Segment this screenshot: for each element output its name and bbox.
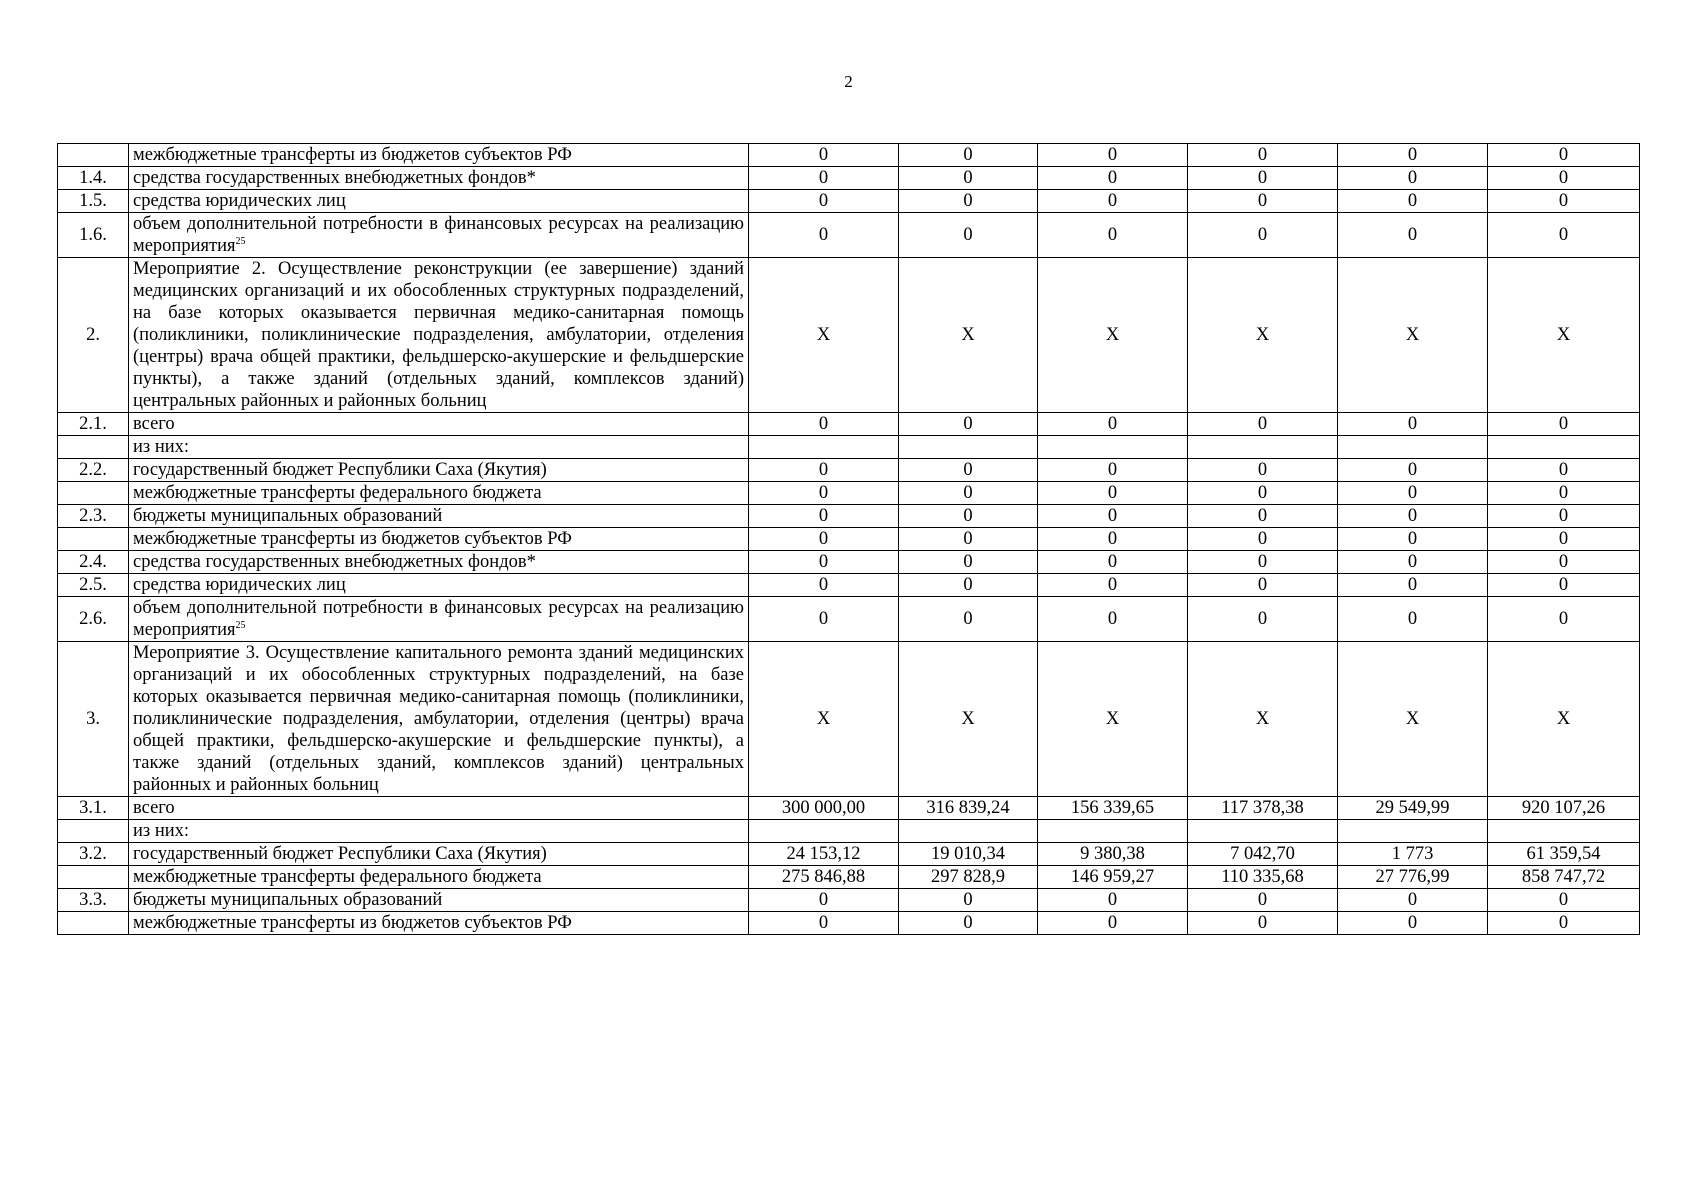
row-description bbox=[129, 528, 749, 551]
row-number bbox=[58, 866, 129, 889]
value-cell: 0 bbox=[1338, 912, 1488, 935]
value-cell: 0 bbox=[1338, 505, 1488, 528]
row-description bbox=[129, 574, 749, 597]
row-description bbox=[129, 866, 749, 889]
table-row bbox=[58, 436, 1640, 459]
value-cell: 0 bbox=[749, 190, 899, 213]
value-cell bbox=[1038, 436, 1188, 459]
table-row bbox=[58, 912, 1640, 935]
value-cell: 0 bbox=[1188, 413, 1338, 436]
value-cell bbox=[1338, 436, 1488, 459]
financing-table bbox=[57, 143, 1640, 935]
value-cell bbox=[749, 820, 899, 843]
value-cell bbox=[749, 436, 899, 459]
row-number bbox=[58, 482, 129, 505]
value-cell: Х bbox=[1188, 642, 1338, 797]
value-cell: Х bbox=[899, 642, 1038, 797]
row-description bbox=[129, 889, 749, 912]
value-cell: 61 359,54 bbox=[1488, 843, 1640, 866]
value-cell: 316 839,24 bbox=[899, 797, 1038, 820]
value-cell: 0 bbox=[1488, 912, 1640, 935]
value-cell: 0 bbox=[1488, 551, 1640, 574]
value-cell: 0 bbox=[749, 551, 899, 574]
value-cell: 0 bbox=[1188, 912, 1338, 935]
value-cell: 0 bbox=[1338, 597, 1488, 642]
value-cell: 0 bbox=[1338, 551, 1488, 574]
value-cell: 920 107,26 bbox=[1488, 797, 1640, 820]
table-row bbox=[58, 820, 1640, 843]
row-number: 1.4. bbox=[58, 167, 129, 190]
value-cell: 0 bbox=[1038, 144, 1188, 167]
value-cell: 0 bbox=[1488, 597, 1640, 642]
table-row bbox=[58, 843, 1640, 866]
value-cell: 0 bbox=[749, 528, 899, 551]
row-description bbox=[129, 459, 749, 482]
value-cell: 0 bbox=[1488, 574, 1640, 597]
value-cell: 0 bbox=[749, 213, 899, 258]
value-cell: 0 bbox=[1188, 889, 1338, 912]
value-cell: 0 bbox=[1038, 528, 1188, 551]
row-number bbox=[58, 436, 129, 459]
table-row bbox=[58, 167, 1640, 190]
table-row bbox=[58, 144, 1640, 167]
value-cell: 0 bbox=[1188, 505, 1338, 528]
value-cell: 297 828,9 bbox=[899, 866, 1038, 889]
row-description-text: объем дополнительной потребности в финансовых ресурсах на реализацию мероприятия bbox=[133, 214, 744, 256]
value-cell: 0 bbox=[1188, 574, 1338, 597]
value-cell: 0 bbox=[749, 413, 899, 436]
row-description bbox=[129, 597, 749, 642]
row-description-text: бюджеты муниципальных образований bbox=[133, 506, 443, 526]
row-description-text: средства государственных внебюджетных фондов* bbox=[133, 552, 536, 572]
row-description bbox=[129, 258, 749, 413]
value-cell: 0 bbox=[1338, 144, 1488, 167]
value-cell: 0 bbox=[1038, 574, 1188, 597]
value-cell: 0 bbox=[1038, 597, 1188, 642]
value-cell bbox=[1338, 820, 1488, 843]
value-cell: 0 bbox=[899, 190, 1038, 213]
value-cell: 275 846,88 bbox=[749, 866, 899, 889]
value-cell: 27 776,99 bbox=[1338, 866, 1488, 889]
page-number: 2 bbox=[844, 72, 853, 91]
value-cell: 0 bbox=[1188, 144, 1338, 167]
value-cell: 0 bbox=[1338, 574, 1488, 597]
row-description-text: средства юридических лиц bbox=[133, 191, 346, 211]
value-cell: 0 bbox=[749, 889, 899, 912]
row-description bbox=[129, 843, 749, 866]
row-number: 2.3. bbox=[58, 505, 129, 528]
table-row bbox=[58, 459, 1640, 482]
value-cell: 0 bbox=[899, 551, 1038, 574]
value-cell: 0 bbox=[1338, 190, 1488, 213]
row-description-text: межбюджетные трансферты из бюджетов субъектов РФ bbox=[133, 529, 572, 549]
table-row bbox=[58, 597, 1640, 642]
table-row bbox=[58, 258, 1640, 413]
table-row bbox=[58, 574, 1640, 597]
value-cell: 0 bbox=[899, 144, 1038, 167]
value-cell: 156 339,65 bbox=[1038, 797, 1188, 820]
value-cell: 0 bbox=[1038, 167, 1188, 190]
value-cell: 0 bbox=[899, 482, 1038, 505]
value-cell: 0 bbox=[1338, 482, 1488, 505]
table-body bbox=[58, 144, 1640, 935]
row-description-text: межбюджетные трансферты федерального бюджета bbox=[133, 867, 542, 887]
row-description-text: средства юридических лиц bbox=[133, 575, 346, 595]
value-cell: 0 bbox=[899, 213, 1038, 258]
row-number: 3.2. bbox=[58, 843, 129, 866]
value-cell: 0 bbox=[1038, 889, 1188, 912]
value-cell: 0 bbox=[1488, 459, 1640, 482]
value-cell: 0 bbox=[899, 889, 1038, 912]
value-cell: 0 bbox=[1338, 167, 1488, 190]
value-cell: Х bbox=[1038, 642, 1188, 797]
value-cell: 0 bbox=[1488, 190, 1640, 213]
value-cell: 0 bbox=[1038, 912, 1188, 935]
value-cell: 1 773 bbox=[1338, 843, 1488, 866]
row-number bbox=[58, 820, 129, 843]
table-row bbox=[58, 190, 1640, 213]
value-cell: 0 bbox=[1338, 459, 1488, 482]
table-row bbox=[58, 889, 1640, 912]
footnote-reference: 25 bbox=[235, 235, 246, 247]
value-cell: 0 bbox=[749, 597, 899, 642]
row-description bbox=[129, 413, 749, 436]
row-number: 3.3. bbox=[58, 889, 129, 912]
value-cell bbox=[1488, 820, 1640, 843]
row-description bbox=[129, 551, 749, 574]
table-row bbox=[58, 797, 1640, 820]
value-cell: 29 549,99 bbox=[1338, 797, 1488, 820]
value-cell: 0 bbox=[1338, 889, 1488, 912]
value-cell bbox=[1188, 820, 1338, 843]
row-description-text: бюджеты муниципальных образований bbox=[133, 890, 443, 910]
row-description-text: из них: bbox=[133, 821, 190, 841]
value-cell: 858 747,72 bbox=[1488, 866, 1640, 889]
value-cell: 0 bbox=[749, 505, 899, 528]
value-cell: 0 bbox=[1338, 413, 1488, 436]
row-number: 1.5. bbox=[58, 190, 129, 213]
row-description-text: из них: bbox=[133, 437, 190, 457]
value-cell: 0 bbox=[1038, 459, 1188, 482]
value-cell bbox=[1488, 436, 1640, 459]
row-description-text: всего bbox=[133, 798, 175, 818]
row-number: 1.6. bbox=[58, 213, 129, 258]
row-description-text: Мероприятие 3. Осуществление капитального ремонта зданий медицинских организаций и их обособленных структурных подразделений, на базе которых оказывается первичная медико-санитарная помощь (поликлиники, поликлинические подразделения, амбулатории, отделения (центры) врача общей практики, фельдшерско-акушерские и фельдшерские пункты), а также зданий (отдельных зданий, комплексов зданий) центральных районных и районных больниц bbox=[133, 643, 744, 795]
row-description bbox=[129, 912, 749, 935]
value-cell: Х bbox=[899, 258, 1038, 413]
row-number bbox=[58, 912, 129, 935]
value-cell: 0 bbox=[1488, 505, 1640, 528]
row-description-text: государственный бюджет Республики Саха (Якутия) bbox=[133, 460, 547, 480]
row-description-text: межбюджетные трансферты из бюджетов субъектов РФ bbox=[133, 913, 572, 933]
table-row bbox=[58, 413, 1640, 436]
value-cell: 0 bbox=[749, 144, 899, 167]
row-number: 2.4. bbox=[58, 551, 129, 574]
value-cell: 0 bbox=[1188, 528, 1338, 551]
value-cell: 0 bbox=[1488, 144, 1640, 167]
value-cell bbox=[899, 436, 1038, 459]
value-cell: Х bbox=[1038, 258, 1188, 413]
value-cell: 0 bbox=[899, 912, 1038, 935]
value-cell: 0 bbox=[1188, 482, 1338, 505]
table-row bbox=[58, 642, 1640, 797]
value-cell: 300 000,00 bbox=[749, 797, 899, 820]
value-cell: Х bbox=[1488, 258, 1640, 413]
row-description bbox=[129, 167, 749, 190]
row-description bbox=[129, 797, 749, 820]
value-cell: 117 378,38 bbox=[1188, 797, 1338, 820]
row-number: 2.5. bbox=[58, 574, 129, 597]
row-description-text: средства государственных внебюджетных фондов* bbox=[133, 168, 536, 188]
row-description-text: всего bbox=[133, 414, 175, 434]
row-description bbox=[129, 144, 749, 167]
value-cell: 0 bbox=[899, 459, 1038, 482]
value-cell bbox=[1188, 436, 1338, 459]
value-cell: 0 bbox=[1488, 413, 1640, 436]
value-cell: 0 bbox=[899, 528, 1038, 551]
value-cell: 7 042,70 bbox=[1188, 843, 1338, 866]
value-cell: 0 bbox=[1488, 889, 1640, 912]
value-cell: 0 bbox=[1038, 213, 1188, 258]
row-description bbox=[129, 213, 749, 258]
value-cell: Х bbox=[1338, 642, 1488, 797]
row-number: 3. bbox=[58, 642, 129, 797]
row-description bbox=[129, 436, 749, 459]
value-cell: 0 bbox=[1038, 482, 1188, 505]
value-cell bbox=[899, 820, 1038, 843]
value-cell: 0 bbox=[1188, 597, 1338, 642]
value-cell: 0 bbox=[749, 167, 899, 190]
row-description bbox=[129, 642, 749, 797]
row-description-text: Мероприятие 2. Осуществление реконструкции (ее завершение) зданий медицинских организаций и их обособленных структурных подразделений, на базе которых оказывается первичная медико-санитарная помощь (поликлиники, поликлинические подразделения, амбулатории, отделения (центры) врача общей практики, фельдшерско-акушерские и фельдшерские пункты), а также зданий (отдельных зданий, комплексов зданий) центральных районных и районных больниц bbox=[133, 259, 744, 411]
footnote-reference: 25 bbox=[235, 619, 246, 631]
row-description-text: объем дополнительной потребности в финансовых ресурсах на реализацию мероприятия bbox=[133, 598, 744, 640]
value-cell: 19 010,34 bbox=[899, 843, 1038, 866]
value-cell: 0 bbox=[1188, 190, 1338, 213]
value-cell: 0 bbox=[1038, 551, 1188, 574]
value-cell: Х bbox=[1188, 258, 1338, 413]
value-cell: 0 bbox=[1488, 167, 1640, 190]
value-cell: 0 bbox=[1188, 213, 1338, 258]
value-cell: 0 bbox=[899, 413, 1038, 436]
row-description bbox=[129, 190, 749, 213]
table-row bbox=[58, 551, 1640, 574]
value-cell bbox=[1038, 820, 1188, 843]
value-cell: 0 bbox=[899, 167, 1038, 190]
table-row bbox=[58, 528, 1640, 551]
value-cell: 0 bbox=[1188, 167, 1338, 190]
value-cell: 9 380,38 bbox=[1038, 843, 1188, 866]
row-description bbox=[129, 482, 749, 505]
value-cell: 0 bbox=[1038, 190, 1188, 213]
value-cell: 0 bbox=[749, 482, 899, 505]
value-cell: Х bbox=[1338, 258, 1488, 413]
row-number: 2.6. bbox=[58, 597, 129, 642]
table-row bbox=[58, 505, 1640, 528]
row-number: 2.2. bbox=[58, 459, 129, 482]
row-description-text: межбюджетные трансферты федерального бюджета bbox=[133, 483, 542, 503]
row-description bbox=[129, 820, 749, 843]
value-cell: 0 bbox=[1038, 413, 1188, 436]
value-cell: 0 bbox=[1338, 528, 1488, 551]
value-cell: Х bbox=[749, 258, 899, 413]
value-cell: Х bbox=[1488, 642, 1640, 797]
row-number: 2. bbox=[58, 258, 129, 413]
value-cell: 0 bbox=[1188, 551, 1338, 574]
value-cell: 0 bbox=[1488, 482, 1640, 505]
table-row bbox=[58, 213, 1640, 258]
row-number bbox=[58, 144, 129, 167]
value-cell: 146 959,27 bbox=[1038, 866, 1188, 889]
value-cell: 110 335,68 bbox=[1188, 866, 1338, 889]
row-number: 2.1. bbox=[58, 413, 129, 436]
value-cell: 0 bbox=[1338, 213, 1488, 258]
row-number: 3.1. bbox=[58, 797, 129, 820]
value-cell: 0 bbox=[899, 597, 1038, 642]
value-cell: 0 bbox=[899, 505, 1038, 528]
value-cell: Х bbox=[749, 642, 899, 797]
table-row bbox=[58, 482, 1640, 505]
row-description bbox=[129, 505, 749, 528]
table-row bbox=[58, 866, 1640, 889]
row-description-text: межбюджетные трансферты из бюджетов субъектов РФ bbox=[133, 145, 572, 165]
value-cell: 0 bbox=[1038, 505, 1188, 528]
value-cell: 0 bbox=[749, 574, 899, 597]
value-cell: 0 bbox=[1488, 528, 1640, 551]
value-cell: 0 bbox=[1188, 459, 1338, 482]
value-cell: 0 bbox=[899, 574, 1038, 597]
value-cell: 0 bbox=[749, 459, 899, 482]
value-cell: 0 bbox=[749, 912, 899, 935]
value-cell: 24 153,12 bbox=[749, 843, 899, 866]
row-number bbox=[58, 528, 129, 551]
value-cell: 0 bbox=[1488, 213, 1640, 258]
row-description-text: государственный бюджет Республики Саха (Якутия) bbox=[133, 844, 547, 864]
